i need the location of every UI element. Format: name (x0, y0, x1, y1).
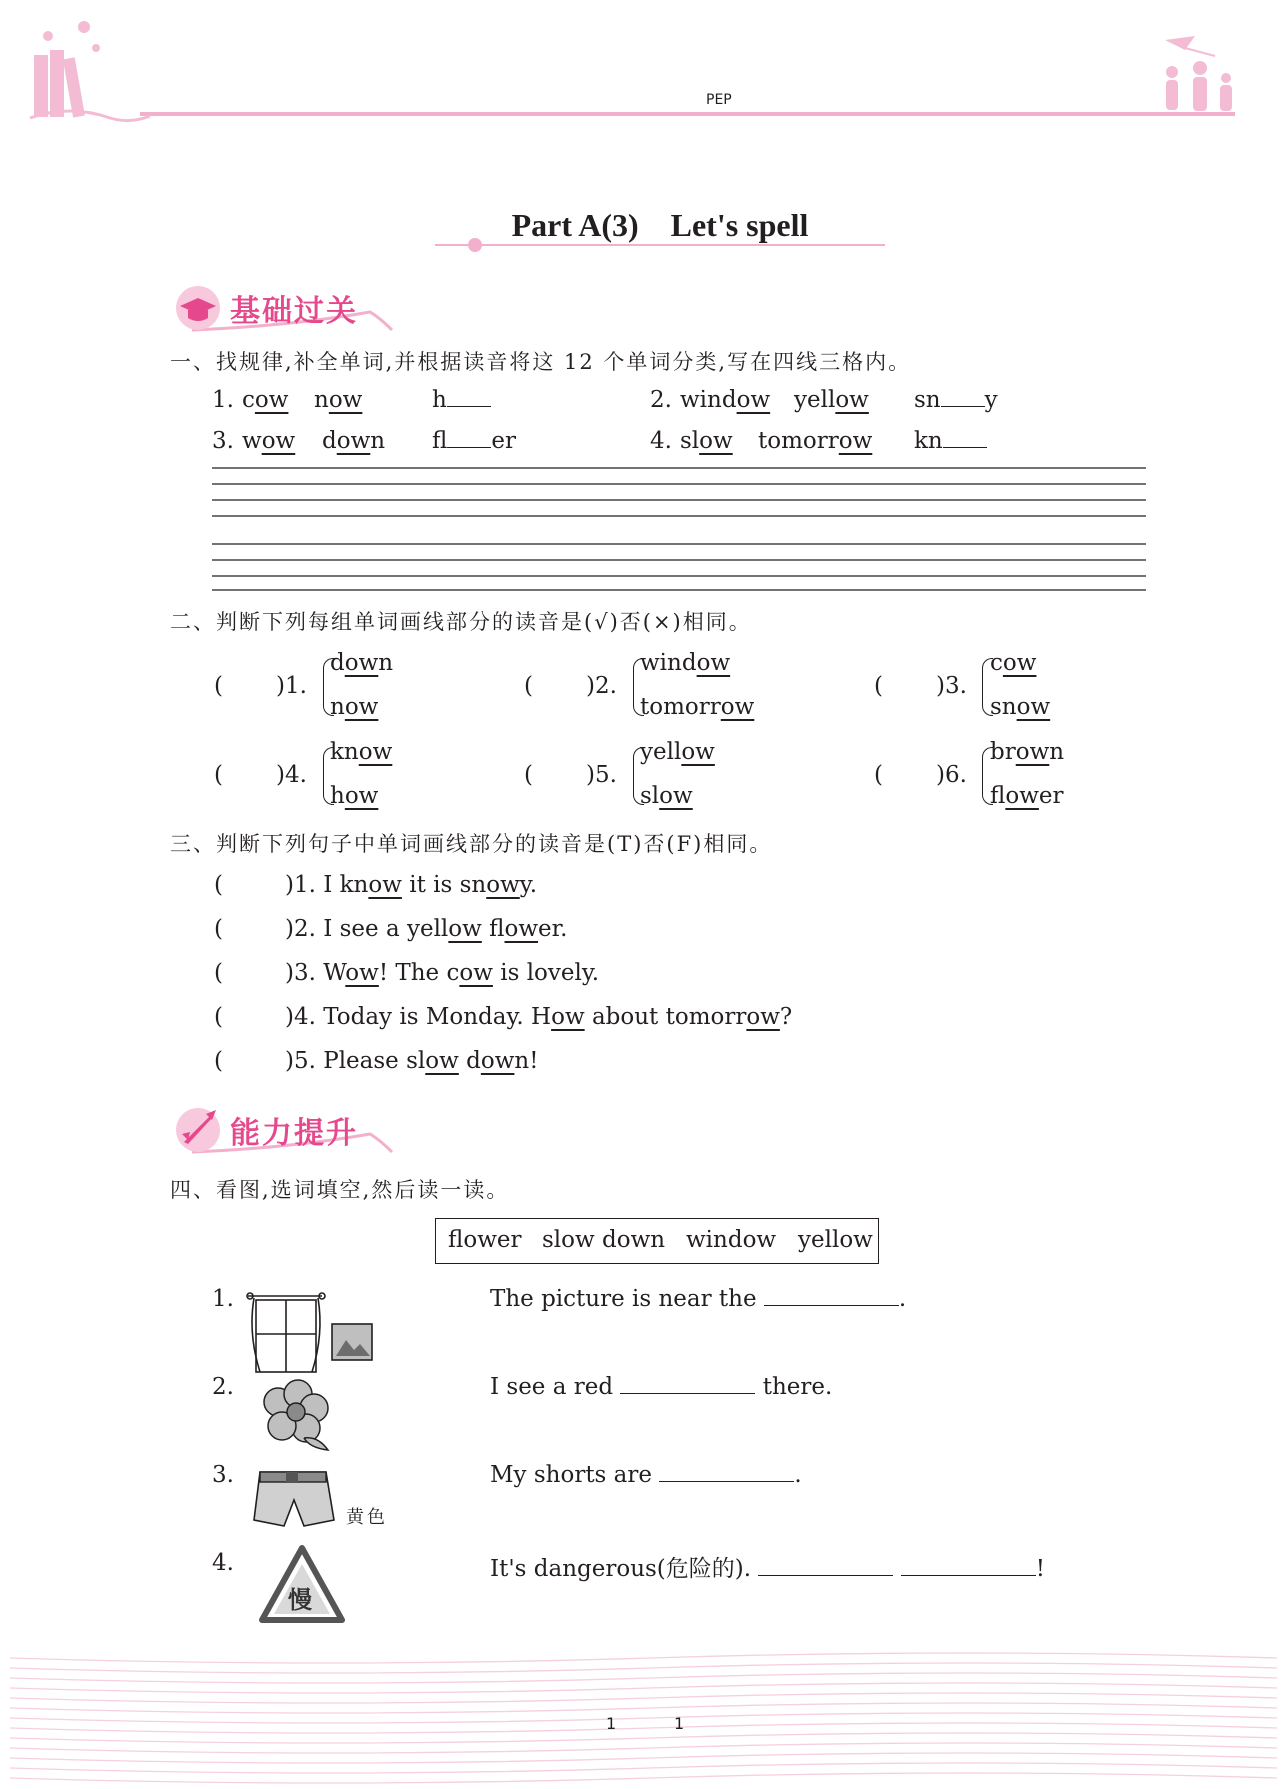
q2-word: brown (990, 739, 1065, 765)
answer-paren[interactable]: ( (214, 872, 223, 898)
q3-item: ( )4. Today is Monday. How about tomorrow? (214, 1004, 793, 1030)
fill-blank[interactable] (901, 1557, 1036, 1576)
q4-item-1: The picture is near the . (490, 1286, 907, 1312)
q2-word: yellow (640, 739, 715, 765)
q4-item-2: I see a red there. (490, 1374, 833, 1400)
fill-blank[interactable] (758, 1557, 893, 1576)
answer-paren[interactable]: ( (214, 916, 223, 942)
q2-instruction: 二、判断下列每组单词画线部分的读音是(√)否(×)相同。 (170, 610, 752, 634)
q4-item-3: My shorts are . (490, 1462, 802, 1488)
answer-paren[interactable]: ( (214, 673, 223, 699)
shorts-picture (250, 1466, 338, 1530)
word-bank-item: yellow (798, 1227, 873, 1253)
word-bank-item: flower (448, 1227, 522, 1253)
q1-instruction: 一、找规律,补全单词,并根据读音将这 12 个单词分类,写在四线三格内。 (170, 350, 912, 374)
page-number-left: 1 (606, 1714, 617, 1733)
section-title-advanced: 能力提升 (230, 1116, 358, 1151)
four-line-grid[interactable] (210, 462, 1150, 592)
section-header-advanced (170, 1104, 400, 1154)
page-title: Part A(3) Let's spell (511, 207, 809, 243)
page-number-right: 1 (674, 1714, 685, 1733)
q2-word: flower (990, 783, 1064, 809)
word-bank (435, 1218, 879, 1264)
q2-word: know (330, 739, 393, 765)
shorts-color-label: 黄色 (346, 1507, 388, 1528)
fill-blank[interactable] (943, 429, 987, 448)
answer-paren[interactable]: ( (214, 762, 223, 788)
answer-paren[interactable]: ( (524, 673, 533, 699)
q2-word: window (640, 650, 731, 676)
answer-paren[interactable]: ( (874, 762, 883, 788)
q2-word: now (330, 694, 379, 720)
fill-blank[interactable] (764, 1287, 899, 1306)
answer-paren[interactable]: ( (874, 673, 883, 699)
q3-item: ( )1. I know it is snowy. (214, 872, 538, 898)
q1-word: ow (254, 387, 289, 413)
q4-item-4: It's dangerous(危险的). ! (490, 1556, 1045, 1582)
title-underline (430, 236, 890, 256)
answer-paren[interactable]: ( (214, 1048, 223, 1074)
q2-word: how (330, 783, 379, 809)
footer-stripes (10, 1652, 1277, 1789)
q3-instruction: 三、判断下列句子中单词画线部分的读音是(T)否(F)相同。 (170, 832, 773, 856)
word-bank-item: slow down (542, 1227, 666, 1253)
q2-word: slow (640, 783, 693, 809)
flower-picture (256, 1378, 336, 1454)
fill-blank[interactable] (659, 1463, 794, 1482)
answer-paren[interactable]: ( (524, 762, 533, 788)
fill-blank[interactable] (620, 1375, 755, 1394)
children-kite-icon (1165, 36, 1232, 111)
q3-item: ( )5. Please slow down! (214, 1048, 539, 1074)
window-picture (246, 1290, 376, 1374)
q3-item: ( )2. I see a yellow flower. (214, 916, 568, 942)
fill-blank[interactable] (447, 429, 491, 448)
series-label: PEP (706, 92, 732, 108)
q2-word: cow (990, 650, 1037, 676)
q2-word: snow (990, 694, 1051, 720)
q4-instruction: 四、看图,选词填空,然后读一读。 (170, 1178, 510, 1202)
q2-word: tomorrow (640, 694, 755, 720)
fill-blank[interactable] (941, 388, 985, 407)
books-icon (30, 21, 150, 121)
header-decoration (0, 0, 1287, 140)
q3-item: ( )3. Wow! The cow is lovely. (214, 960, 600, 986)
fill-blank[interactable] (447, 388, 491, 407)
sign-label: 慢 (288, 1586, 312, 1614)
answer-paren[interactable]: ( (214, 1004, 223, 1030)
q2-word: down (330, 650, 394, 676)
answer-paren[interactable]: ( (214, 960, 223, 986)
section-title-basic: 基础过关 (230, 294, 358, 329)
word-bank-item: window (686, 1227, 777, 1253)
section-header-basic (170, 282, 400, 332)
